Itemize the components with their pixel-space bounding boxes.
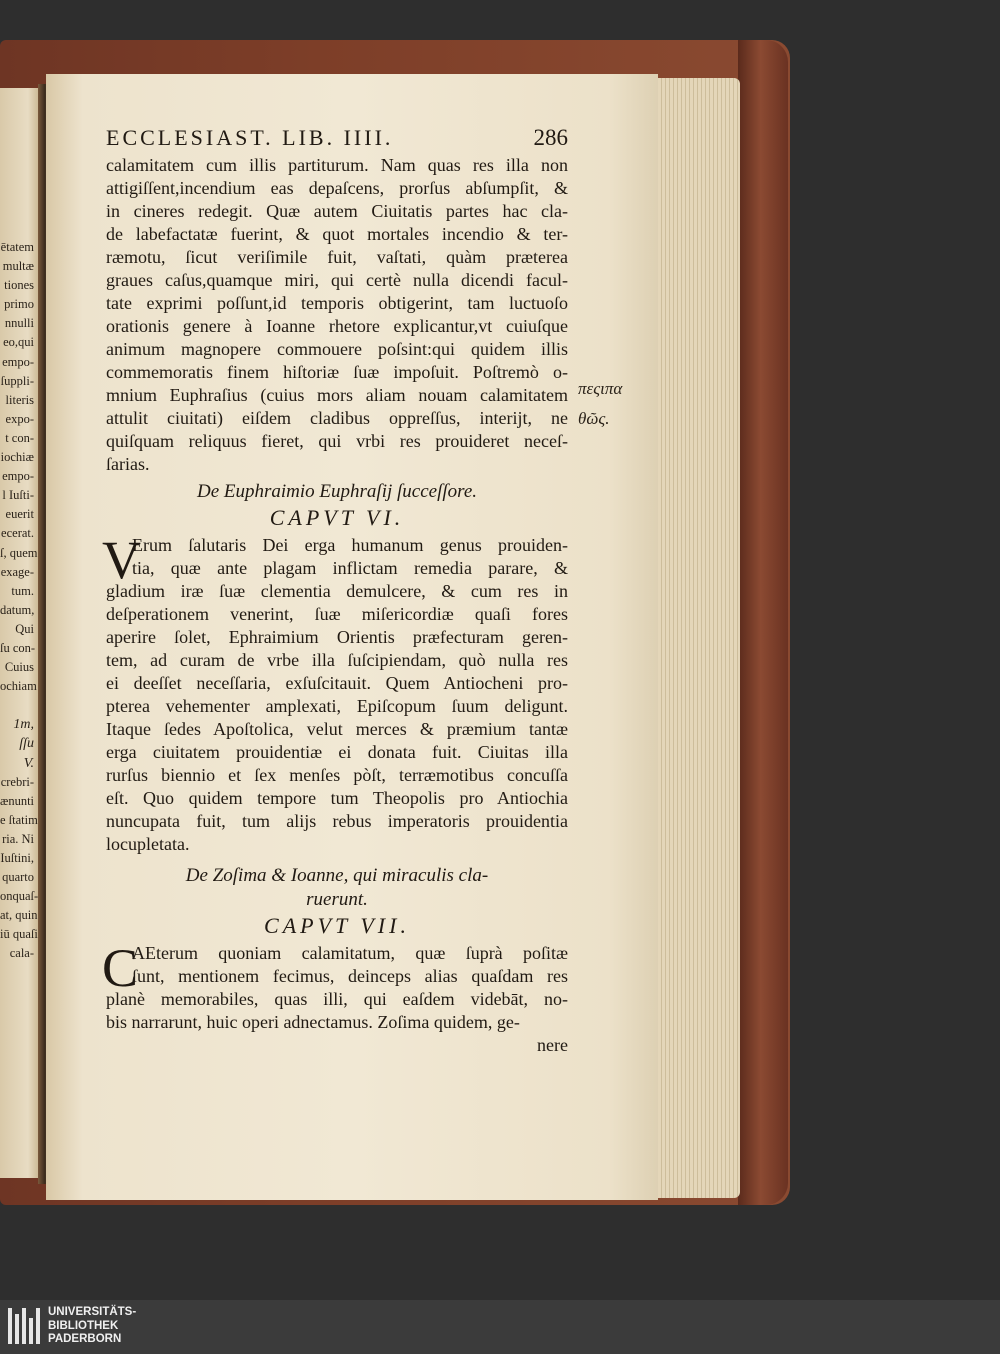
drop-initial-v: V xyxy=(102,530,141,590)
text-line: tia, quæ ante plagam inflictam remedia parare, & xyxy=(132,558,568,578)
text-line: AEterum quoniam calamitatum, quæ ſuprà poſitæ xyxy=(132,943,568,963)
chapter-title-7: CAPVT VII. xyxy=(264,913,410,938)
text-line: aperire ſolet, Ephraimium Orientis præfecturam geren- xyxy=(106,627,568,647)
library-logo-text xyxy=(48,1306,136,1347)
paragraph-3 xyxy=(102,938,568,1034)
text-line: bis narrarunt, huic operi adnectamus. Zoſima quidem, ge- xyxy=(106,1012,520,1032)
right-page xyxy=(46,74,658,1200)
left-page-line: ochiam xyxy=(0,679,37,694)
text-line: gladium iræ ſuæ clementia demulcere, & cum res in xyxy=(106,581,568,601)
text-line: locupletata. xyxy=(106,834,190,854)
left-page-line xyxy=(0,696,34,715)
left-page-line: Iuſtini, xyxy=(0,851,34,865)
section-heading-2-line-1: De Zoſima & Ioanne, qui miraculis cla- xyxy=(185,865,489,886)
text-line: ræmotu, ſicut veriſimile fuit, vaſtati, quàm præterea xyxy=(106,247,568,267)
running-head-title: ECCLESIAST. LIB. IIII. xyxy=(106,125,394,150)
chapter-title-6: CAPVT VI. xyxy=(269,505,405,530)
left-page-line: nnulli xyxy=(4,316,34,331)
left-page-text xyxy=(0,238,39,964)
text-line: calamitatem cum illis partiturum. Nam quas res illa non xyxy=(106,155,568,175)
text-line: ſunt, mentionem fecimus, deinceps alias quaſdam res xyxy=(132,966,568,986)
text-line: planè memorabiles, quas illi, qui eaſdem videbāt, no- xyxy=(106,989,568,1009)
text-line: ei deeſſet neceſſaria, exſuſcitauit. Quem Antiocheni pro- xyxy=(106,673,568,693)
text-line: ſarias. xyxy=(106,454,150,474)
left-page-line: ria. Ni xyxy=(2,831,34,846)
left-page-line: euerit xyxy=(5,507,34,522)
left-page-line: quarto xyxy=(2,870,34,885)
text-line: pterea vehementer amplexati, Epiſcopum ſuum deligunt. xyxy=(106,696,568,716)
left-page-line: exage- xyxy=(0,564,34,579)
left-page-line: l Iuſti- xyxy=(2,488,34,503)
left-page-line: ecerat. xyxy=(1,526,34,541)
left-page-line: eo,qui xyxy=(3,335,34,350)
book-cover-edge xyxy=(738,40,788,1205)
marginal-note-line-2: θῶς. xyxy=(578,409,610,428)
text-line: quiſquam reliquus fieret, qui vrbi res prouideret neceſ- xyxy=(106,431,568,451)
text-line: tem, ad curam de vrbe illa ſuſcipiendam, quò nulla res xyxy=(106,650,568,670)
text-line: Itaque ſedes Apoſtolica, velut merces & præmium tantæ xyxy=(106,719,568,739)
left-page-line: V. xyxy=(23,755,34,771)
left-page-line: Cuius xyxy=(4,660,34,675)
left-page-line: iū quaſi xyxy=(0,927,38,942)
left-page-line: Qui xyxy=(15,621,34,636)
left-page-line: cala- xyxy=(9,946,34,961)
left-page xyxy=(0,88,40,1178)
logo-line-2: BIBLIOTHEK xyxy=(48,1319,119,1332)
drop-initial-c: C xyxy=(102,938,139,998)
left-page-line: datum, xyxy=(0,602,35,617)
left-page-line: empo- xyxy=(2,354,34,369)
left-page-line: t con- xyxy=(5,430,34,445)
paragraph-1 xyxy=(106,154,568,476)
text-line: attigiſſent,incendium eas depaſcens, prorſus abſumpſit, & xyxy=(106,178,568,198)
text-line: Erum ſalutaris Dei erga humanum genus prouiden- xyxy=(132,535,568,555)
page-text xyxy=(102,125,568,1057)
text-line: deſperationem venerint, ſuæ miſericordiæ quaſi fores xyxy=(106,604,568,624)
text-line: nuncupata fuit, tum alijs rebus imperatoris prouidentia xyxy=(106,811,568,831)
text-line: in cineres redegit. Quæ autem Ciuitatis partes hac cla- xyxy=(106,201,568,221)
running-header xyxy=(106,126,568,152)
text-line: rurſus biennio et ſex menſes pòſt, terræmotibus concuſſa xyxy=(106,765,568,785)
text-line: erga ciuitatem prouidentiæ ei donata fuit. Ciuitas illa xyxy=(106,742,568,762)
text-line: de labefactatæ fuerint, & quot mortales incendio & ter- xyxy=(106,224,568,244)
text-line: eſt. Quo quidem tempore tum Theopolis pro Antiochia xyxy=(106,788,568,808)
text-line: orationis genere à Ioanne rhetore explicantur,vt cuiuſque xyxy=(106,316,568,336)
left-page-line: 1m, xyxy=(13,717,34,733)
text-line: commemoratis finem hiſtoriæ ſuæ impoſuit. Poſtremò o- xyxy=(106,362,568,382)
left-page-line: iochiæ xyxy=(0,450,34,465)
left-page-line: primo xyxy=(4,297,34,312)
marginal-note xyxy=(578,374,622,434)
logo-line-3: PADERBORN xyxy=(48,1333,122,1345)
logo-line-1: UNIVERSITÄTS- xyxy=(48,1306,137,1318)
text-line: mnium Euphraſius (cuius mors aliam nouam calamitatem xyxy=(106,385,568,405)
library-logo-icon xyxy=(8,1308,42,1344)
left-page-line: ænunti xyxy=(0,793,35,808)
left-page-line: empo- xyxy=(2,469,34,484)
text-line: graues caſus,quamque miri, qui certè nulla dicendi facul- xyxy=(106,270,568,290)
left-page-line: ſu con- xyxy=(0,640,36,655)
text-line: tate exprimi poſſunt,id temporis obtigerint, tam luctuoſo xyxy=(106,293,568,313)
left-page-line: e ſtatim xyxy=(0,812,38,827)
page-fore-edge xyxy=(650,78,740,1198)
left-page-line: onquaſ- xyxy=(0,889,39,904)
left-page-line: tum. xyxy=(11,583,34,598)
left-page-line: tiones xyxy=(4,278,34,293)
section-heading-2-line-2: ruerunt. xyxy=(306,889,368,910)
text-line: animum magnopere commouere poſsint:qui quidem illis xyxy=(106,339,568,359)
left-page-line: ſuppli- xyxy=(0,373,34,388)
library-footer xyxy=(0,1300,1000,1354)
section-heading-1: De Euphraimio Euphraſij ſucceſſore. xyxy=(196,481,478,502)
left-page-line: literis xyxy=(5,392,34,407)
left-page-line: multæ xyxy=(2,259,34,274)
page-number: 286 xyxy=(533,125,568,150)
left-page-line: ſ, quem xyxy=(0,545,38,560)
left-page-line: ētatem xyxy=(0,240,34,254)
paragraph-2 xyxy=(102,530,568,856)
catchword: nere xyxy=(537,1035,568,1055)
marginal-note-line-1: πεςιπα xyxy=(578,379,623,398)
left-page-line: crebri- xyxy=(0,774,34,789)
left-page-line: ſſu xyxy=(19,736,34,752)
left-page-line: expo- xyxy=(5,411,34,426)
text-line: attulit ciuitati) eiſdem cladibus oppreſſus, interijt, ne xyxy=(106,408,568,428)
left-page-line: at, quin xyxy=(0,908,38,923)
